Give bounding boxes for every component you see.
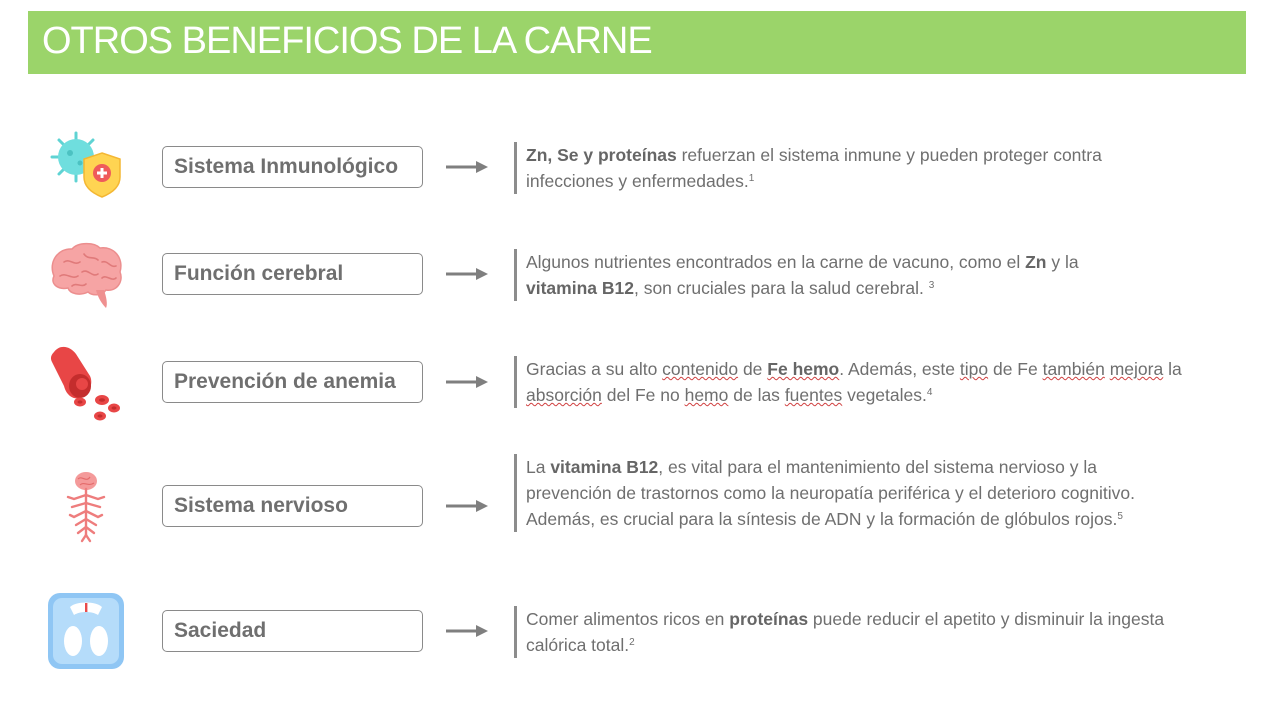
arrow-right-icon <box>446 500 488 512</box>
label-saciedad: Saciedad <box>162 610 423 652</box>
arrow-right-icon <box>446 268 488 280</box>
label-sistema-nervioso: Sistema nervioso <box>162 485 423 527</box>
description-anemia: Gracias a su alto contenido de Fe hemo. Además, este tipo de Fe también mejora la absorción del Fe no hemo de las fuentes vegetales.$^4$ <box>514 356 1186 408</box>
virus-shield-icon <box>44 125 128 209</box>
description-cerebral: Algunos nutrientes encontrados en la carne de vacuno, como el Zn y la vitamina B12, son cruciales para la salud cerebral. $^3$ <box>514 249 1146 301</box>
page-title: OTROS BENEFICIOS DE LA CARNE <box>42 20 652 62</box>
nervous-system-icon <box>44 465 128 549</box>
arrow-right-icon <box>446 161 488 173</box>
arrow-right-icon <box>446 625 488 637</box>
arrow-right-icon <box>446 376 488 388</box>
description-saciedad: Comer alimentos ricos en proteínas puede reducir el apetito y disminuir la ingesta calórica total.$^2$ <box>514 606 1186 658</box>
scale-icon <box>44 589 128 673</box>
brain-icon <box>44 232 128 316</box>
label-sistema-inmunologico: Sistema Inmunológico <box>162 146 423 188</box>
description-inmunologico: Zn, Se y proteínas refuerzan el sistema inmune y pueden proteger contra infecciones y enfermedades.$^1$ <box>514 142 1186 194</box>
label-prevencion-anemia: Prevención de anemia <box>162 361 423 403</box>
label-funcion-cerebral: Función cerebral <box>162 253 423 295</box>
description-nervioso: La vitamina B12, es vital para el mantenimiento del sistema nervioso y la prevención de trastornos como la neuropatía periférica y el deterioro cognitivo. Además, es crucial para la síntesis de ADN y la formación de glóbulos rojos.$^5$ <box>514 454 1176 532</box>
blood-vessel-icon <box>44 340 128 424</box>
title-bar <box>28 11 1246 74</box>
